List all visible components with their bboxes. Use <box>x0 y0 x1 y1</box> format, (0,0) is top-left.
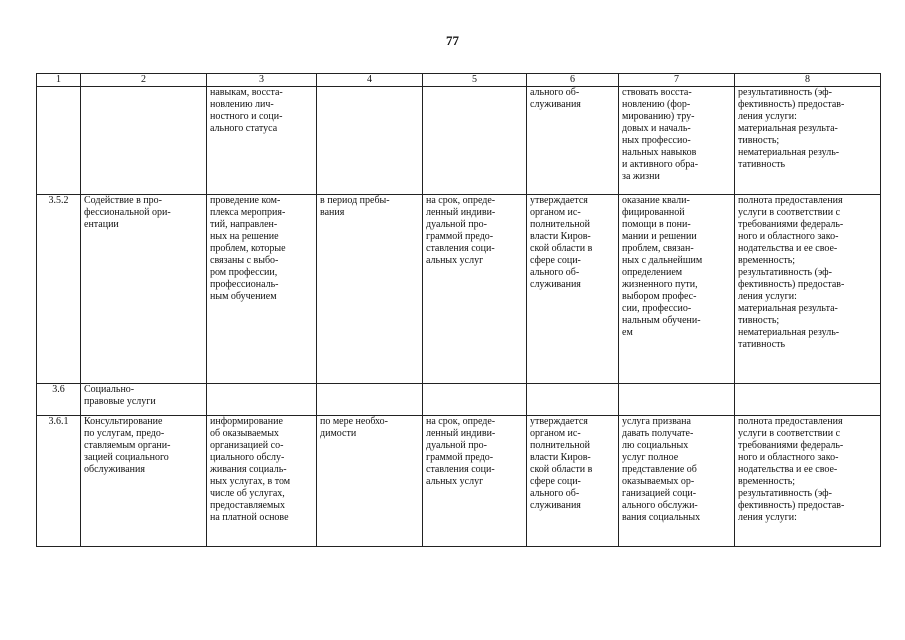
column-number: 1 <box>37 74 81 87</box>
service-timing: по мере необхо- димости <box>317 416 423 547</box>
service-norm: ального об- служивания <box>527 87 619 195</box>
table-row <box>37 416 881 547</box>
service-term: на срок, опреде- ленный индиви- дуальной про- граммой предо- ставления соци- альных услуг <box>423 194 527 383</box>
service-norm: утверждается органом ис- полнительной власти Киров- ской области в сфере соци- ального об- служивания <box>527 194 619 383</box>
row-code: 3.5.2 <box>37 194 81 383</box>
page-number: 77 <box>446 33 459 48</box>
service-norm: утверждается органом ис- полнительной власти Киров- ской области в сфере соци- ального об- служивания <box>527 416 619 547</box>
empty-cell <box>527 383 619 415</box>
row-code: 3.6 <box>37 383 81 415</box>
service-description: информирование об оказываемых организацией со- циального обслу- живания социаль- ных услугах, в том числе об услугах, предоставляемых на платной основе <box>207 416 317 547</box>
service-description: навыкам, восста- новлению лич- ностного и соци- ального статуса <box>207 87 317 195</box>
table-row <box>37 194 881 383</box>
column-number: 3 <box>207 74 317 87</box>
row-code <box>37 87 81 195</box>
table-row <box>37 87 881 195</box>
service-conditions: услуга призвана давать получате- лю социальных услуг полное представление об оказываемых ор- ганизацией соци- ального обслужи- вания социальных <box>619 416 735 547</box>
row-code: 3.6.1 <box>37 416 81 547</box>
column-number: 7 <box>619 74 735 87</box>
service-term <box>423 87 527 195</box>
empty-cell <box>735 383 881 415</box>
column-number: 6 <box>527 74 619 87</box>
empty-cell <box>619 383 735 415</box>
section-name: Социально- правовые услуги <box>81 383 207 415</box>
service-timing: в период пребы- вания <box>317 194 423 383</box>
service-conditions: оказание квали- фицированной помощи в пони- мании и решении проблем, связан- ных с дальнейшим определением жизненного пути, выбором профес- сии, профессио- нальным обучени- ем <box>619 194 735 383</box>
service-conditions: ствовать восста- новлению (фор- мированию) тру- довых и началь- ных профессио- нальных навыков и активного обра- за жизни <box>619 87 735 195</box>
empty-cell <box>423 383 527 415</box>
service-name: Содействие в про- фессиональной ори- ентации <box>81 194 207 383</box>
service-term: на срок, опреде- ленный индиви- дуальной про- граммой предо- ставления соци- альных услуг <box>423 416 527 547</box>
column-number-row <box>37 74 881 87</box>
services-table <box>36 73 881 547</box>
column-number: 8 <box>735 74 881 87</box>
empty-cell <box>317 383 423 415</box>
column-number: 2 <box>81 74 207 87</box>
service-timing <box>317 87 423 195</box>
column-number: 5 <box>423 74 527 87</box>
service-name <box>81 87 207 195</box>
service-quality: результативность (эф- фективность) предостав- ления услуги: материальная результа- тивность; нематериальная резуль- тативность <box>735 87 881 195</box>
table-row <box>37 383 881 415</box>
service-quality: полнота предоставления услуги в соответствии с требованиями федераль- ного и областного зако- нодательства и ее свое- временность; результативность (эф- фективность) предостав- ления услуги: материальная результа- тивность; нематериальная резуль- тативность <box>735 194 881 383</box>
service-quality: полнота предоставления услуги в соответствии с требованиями федераль- ного и областного зако- нодательства и ее свое- временность; результативность (эф- фективность) предостав- ления услуги: <box>735 416 881 547</box>
service-name: Консультирование по услугам, предо- ставляемым органи- зацией социального обслуживания <box>81 416 207 547</box>
empty-cell <box>207 383 317 415</box>
column-number: 4 <box>317 74 423 87</box>
service-description: проведение ком- плекса мероприя- тий, направлен- ных на решение проблем, которые связаны с выбо- ром профессии, профессиональ- ным обучением <box>207 194 317 383</box>
